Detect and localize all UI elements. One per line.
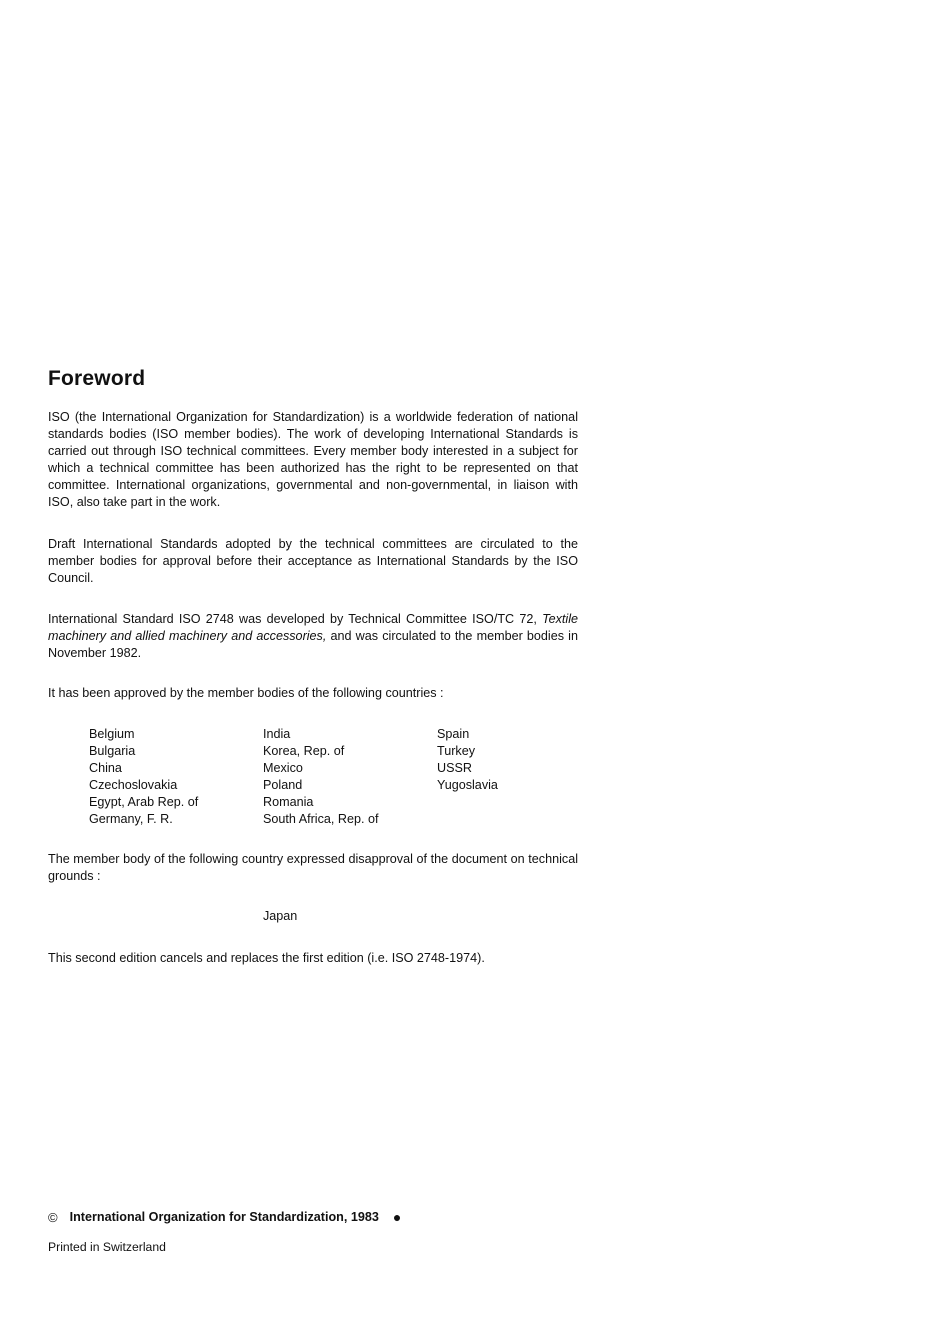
country-item: Turkey: [437, 744, 476, 758]
page-title: Foreword: [48, 367, 146, 390]
country-item: Egypt, Arab Rep. of: [89, 795, 199, 809]
country-column-1: [89, 726, 263, 828]
paragraph-edition: This second edition cancels and replaces the first edition (i.e. ISO 2748-1974).: [48, 951, 485, 965]
country-item: Spain: [437, 727, 470, 741]
country-item: China: [89, 761, 122, 775]
country-item: Mexico: [263, 761, 303, 775]
standard-info-text: International Standard ISO 2748 was developed by Technical Committee ISO/TC 72,: [48, 612, 543, 626]
printed-location: Printed in Switzerland: [48, 1240, 166, 1254]
country-item: South Africa, Rep. of: [263, 812, 379, 826]
country-item: Romania: [263, 795, 314, 809]
country-item: Bulgaria: [89, 744, 136, 758]
country-item: India: [263, 727, 291, 741]
copyright-icon: ©: [48, 1209, 58, 1225]
approving-countries: [89, 726, 611, 828]
paragraph-disapproval: The member body of the following country expressed disapproval of the document on technical grounds :: [48, 852, 578, 883]
country-item: Yugoslavia: [437, 778, 498, 792]
bullet-icon: ●: [392, 1209, 402, 1225]
country-item: Germany, F. R.: [89, 812, 173, 826]
country-item: Belgium: [89, 727, 135, 741]
country-item: Korea, Rep. of: [263, 744, 345, 758]
paragraph-approval: It has been approved by the member bodies of the following countries :: [48, 686, 444, 700]
paragraph-draft-standards: Draft International Standards adopted by the technical committees are circulated to the member bodies for approval before their acceptance as International Standards by the ISO Council.: [48, 537, 578, 585]
paragraph-iso-intro: ISO (the International Organization for Standardization) is a worldwide federation of national standards bodies (ISO member bodies). The work of developing International Standards is carried out through ISO technical committees. Every member body interested in a subject for which a technical committee has been authorized has the right to be represented on that committee. International organizations, governmental and non-governmental, in liaison with ISO, also take part in the work.: [48, 410, 578, 509]
committee-title: Textile machinery and allied machinery and accessories,: [48, 612, 578, 643]
copyright-text: International Organization for Standardization, 1983: [69, 1210, 379, 1224]
standard-info-text-end: and was circulated to the member bodies in November 1982.: [48, 629, 578, 660]
country-item: Poland: [263, 778, 303, 792]
disapproving-country: Japan: [263, 909, 298, 923]
country-item: USSR: [437, 761, 472, 775]
country-column-3: [437, 726, 611, 828]
copyright-notice: [48, 1209, 401, 1225]
country-column-2: [263, 726, 437, 828]
paragraph-standard-info: [48, 611, 578, 662]
country-item: Czechoslovakia: [89, 778, 178, 792]
